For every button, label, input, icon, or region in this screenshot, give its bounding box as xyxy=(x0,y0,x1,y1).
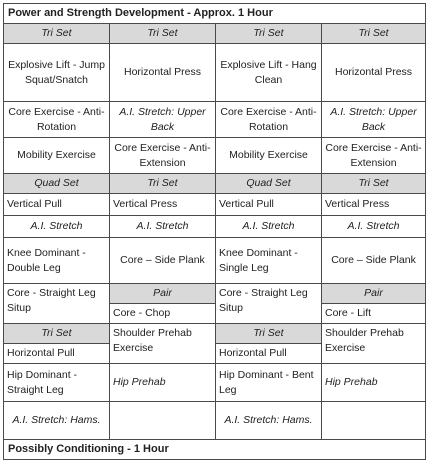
exercise-cell: Core – Side Plank xyxy=(110,238,216,284)
exercise-row xyxy=(4,102,426,138)
exercise-cell: Core – Side Plank xyxy=(322,238,426,284)
exercise-cell: Shoulder Prehab Exercise xyxy=(110,324,216,364)
set-type-header: Tri Set xyxy=(216,24,322,44)
set-type-header: Quad Set xyxy=(4,174,110,194)
exercise-cell: Vertical Press xyxy=(110,194,216,216)
exercise-cell: Core Exercise - Anti-Extension xyxy=(110,138,216,174)
exercise-cell: Core Exercise - Anti-Extension xyxy=(322,138,426,174)
exercise-cell: Explosive Lift - Jump Squat/Snatch xyxy=(4,44,110,102)
plan-footer: Possibly Conditioning - 1 Hour xyxy=(4,440,426,460)
exercise-cell: Core - Straight Leg Situp xyxy=(216,284,322,324)
exercise-cell: Explosive Lift - Hang Clean xyxy=(216,44,322,102)
exercise-row xyxy=(4,364,426,402)
exercise-cell: Mobility Exercise xyxy=(4,138,110,174)
pair-header: Pair xyxy=(110,284,216,304)
set-type-header: Tri Set xyxy=(216,324,322,344)
exercise-cell: Horizontal Pull xyxy=(4,344,110,364)
stretch-cell: A.I. Stretch xyxy=(4,216,110,238)
exercise-row xyxy=(4,402,426,440)
exercise-cell: Hip Dominant - Straight Leg xyxy=(4,364,110,402)
exercise-cell: Core Exercise - Anti-Rotation xyxy=(4,102,110,138)
empty-cell xyxy=(322,402,426,440)
exercise-cell: Core - Lift xyxy=(322,304,426,324)
title-row xyxy=(4,4,426,24)
stretch-cell: A.I. Stretch xyxy=(322,216,426,238)
exercise-cell: Shoulder Prehab Exercise xyxy=(322,324,426,364)
exercise-cell: Core - Straight Leg Situp xyxy=(4,284,110,324)
plan-title: Power and Strength Development - Approx. 1 Hour xyxy=(4,4,426,24)
exercise-cell: Vertical Press xyxy=(322,194,426,216)
set-type-header: Tri Set xyxy=(110,174,216,194)
exercise-row xyxy=(4,138,426,174)
exercise-row xyxy=(4,284,426,304)
set-type-header: Tri Set xyxy=(322,24,426,44)
set-type-header: Tri Set xyxy=(322,174,426,194)
header-row xyxy=(4,324,426,344)
empty-cell xyxy=(110,402,216,440)
header-row xyxy=(4,24,426,44)
exercise-cell: Knee Dominant - Single Leg xyxy=(216,238,322,284)
stretch-cell: A.I. Stretch: Hams. xyxy=(216,402,322,440)
exercise-cell: Core Exercise - Anti-Rotation xyxy=(216,102,322,138)
pair-header: Pair xyxy=(322,284,426,304)
exercise-cell: Vertical Pull xyxy=(4,194,110,216)
exercise-cell: Horizontal Pull xyxy=(216,344,322,364)
exercise-cell: Horizontal Press xyxy=(322,44,426,102)
stretch-cell: A.I. Stretch xyxy=(110,216,216,238)
exercise-cell: Hip Dominant - Bent Leg xyxy=(216,364,322,402)
exercise-row xyxy=(4,216,426,238)
set-type-header: Tri Set xyxy=(4,324,110,344)
exercise-cell: Horizontal Press xyxy=(110,44,216,102)
stretch-cell: A.I. Stretch: Upper Back xyxy=(110,102,216,138)
footer-row xyxy=(4,440,426,460)
workout-plan-table xyxy=(3,3,426,460)
exercise-cell: Hip Prehab xyxy=(322,364,426,402)
exercise-cell: Hip Prehab xyxy=(110,364,216,402)
exercise-row xyxy=(4,194,426,216)
exercise-cell: Core - Chop xyxy=(110,304,216,324)
exercise-row xyxy=(4,44,426,102)
exercise-cell: Mobility Exercise xyxy=(216,138,322,174)
stretch-cell: A.I. Stretch: Upper Back xyxy=(322,102,426,138)
stretch-cell: A.I. Stretch xyxy=(216,216,322,238)
set-type-header: Quad Set xyxy=(216,174,322,194)
header-row xyxy=(4,174,426,194)
set-type-header: Tri Set xyxy=(110,24,216,44)
set-type-header: Tri Set xyxy=(4,24,110,44)
stretch-cell: A.I. Stretch: Hams. xyxy=(4,402,110,440)
exercise-row xyxy=(4,238,426,284)
exercise-cell: Knee Dominant - Double Leg xyxy=(4,238,110,284)
exercise-cell: Vertical Pull xyxy=(216,194,322,216)
